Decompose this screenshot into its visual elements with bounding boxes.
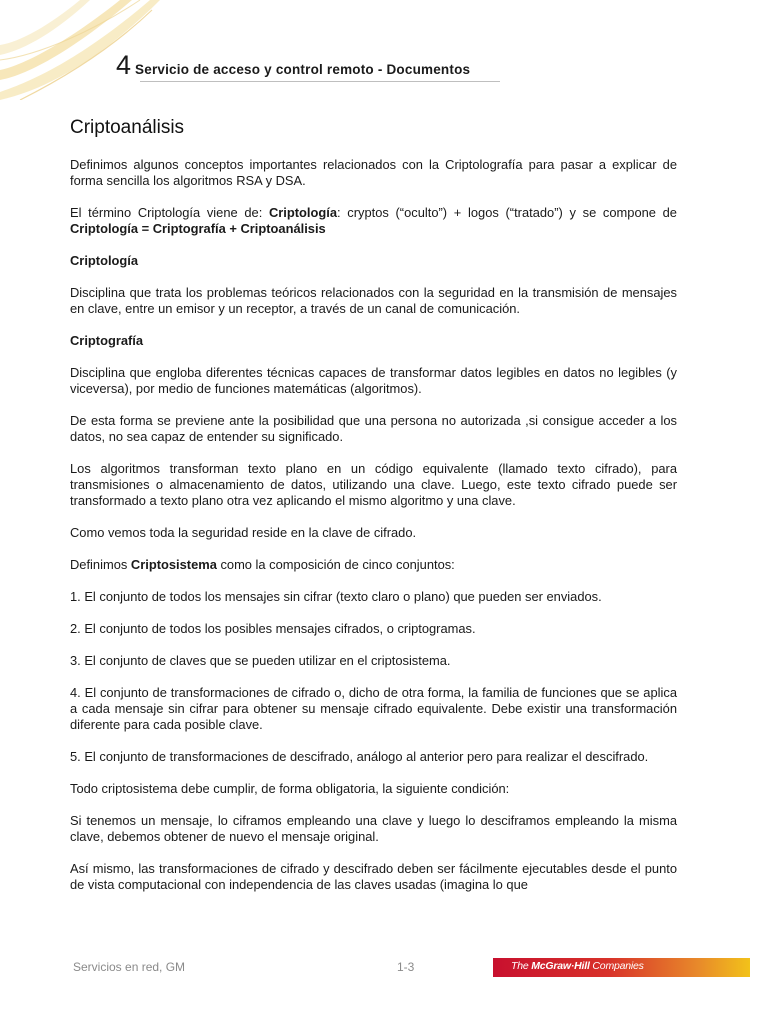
paragraph: Como vemos toda la seguridad reside en la clave de cifrado.	[70, 525, 417, 540]
chapter-header	[116, 50, 470, 80]
paragraph: Disciplina que engloba diferentes técnicas capaces de transformar datos legibles en datos no legibles (y viceversa), por medio de funciones matemáticas (algoritmos).	[70, 365, 677, 396]
list-item: 2. El conjunto de todos los posibles mensajes cifrados, o criptogramas.	[70, 621, 476, 636]
footer-course: Servicios en red, GM	[73, 960, 186, 974]
header-divider	[140, 81, 500, 82]
paragraph-rich: Definimos Criptosistema como la composición de cinco conjuntos:	[70, 557, 455, 572]
chapter-title: Servicio de acceso y control remoto - Documentos	[135, 62, 471, 77]
paragraph: Disciplina que trata los problemas teóricos relacionados con la seguridad en la transmisión de mensajes en clave, entre un emisor y un receptor, a través de un canal de comunicación.	[70, 285, 677, 316]
list-item: 4. El conjunto de transformaciones de cifrado o, dicho de otra forma, la familia de funciones que se aplica a cada mensaje sin cifrar para obtener su mensaje cifrado equivalente. Debe existir una transformación diferente para cada posible clave.	[70, 685, 677, 732]
publisher-logo-text: The McGraw·Hill Companies	[511, 960, 644, 972]
subheading: Criptografía	[70, 333, 144, 348]
section-title: Criptoanálisis	[70, 117, 185, 138]
document-body	[70, 116, 677, 909]
paragraph: Todo criptosistema debe cumplir, de forma obligatoria, la siguiente condición:	[70, 781, 510, 796]
paragraph: Si tenemos un mensaje, lo ciframos empleando una clave y luego lo desciframos empleando la misma clave, debemos obtener de nuevo el mensaje original.	[70, 813, 677, 844]
publisher-logo	[493, 958, 750, 977]
subheading: Criptología	[70, 253, 139, 268]
paragraph: Definimos algunos conceptos importantes relacionados con la Criptolografía para pasar a explicar de forma sencilla los algoritmos RSA y DSA.	[70, 157, 677, 188]
chapter-number: 4	[116, 50, 132, 80]
paragraph: Los algoritmos transforman texto plano en un código equivalente (llamado texto cifrado), para transmisiones o almacenamiento de datos, utilizando una clave. Luego, este texto cifrado puede ser transformado a texto plano otra vez aplicando el mismo algoritmo y una clave.	[70, 461, 677, 508]
list-item: 1. El conjunto de todos los mensajes sin cifrar (texto claro o plano) que pueden ser enviados.	[70, 589, 602, 604]
paragraph-rich: El término Criptología viene de: Criptología: cryptos (“oculto”) + logos (“tratado”) y se compone de Criptología = Criptografía + Criptoanálisis	[70, 205, 677, 236]
list-item: 5. El conjunto de transformaciones de descifrado, análogo al anterior pero para realizar el descifrado.	[70, 749, 649, 764]
paragraph: Así mismo, las transformaciones de cifrado y descifrado deben ser fácilmente ejecutables desde el punto de vista computacional con independencia de las claves usadas (imagina lo que	[70, 861, 677, 892]
paragraph: De esta forma se previene ante la posibilidad que una persona no autorizada ,si consigue acceder a los datos, no sea capaz de entender su significado.	[70, 413, 677, 444]
list-item: 3. El conjunto de claves que se pueden utilizar en el criptosistema.	[70, 653, 451, 668]
page-number: 1-3	[397, 960, 415, 974]
